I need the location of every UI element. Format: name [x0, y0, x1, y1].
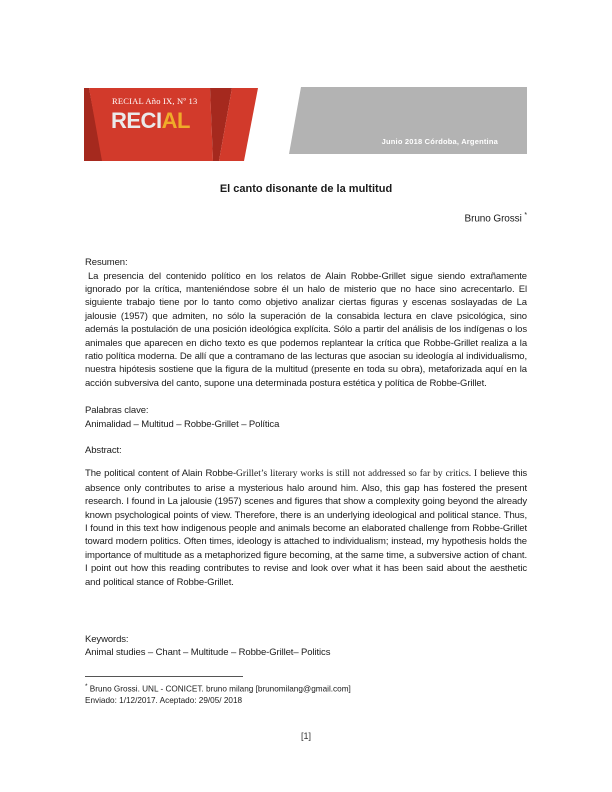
article-content	[85, 0, 527, 660]
abstract-paragraph	[85, 467, 527, 589]
keywords-list: Animal studies – Chant – Multitude – Robbe-Grillet– Politics	[85, 647, 331, 659]
abstract-serif-run: Grillet’s literary works is still not addressed so far by critics. I	[236, 469, 481, 480]
footnote-block	[85, 676, 527, 706]
page-number: [1]	[300, 731, 311, 741]
abstract-label: Abstract:	[85, 445, 122, 457]
author-footnote-mark: *	[524, 212, 527, 220]
footnote-dates-line: Enviado: 1/12/2017. Aceptado: 29/05/ 2018	[85, 695, 243, 705]
resumen-paragraph: La presencia del contenido político en los relatos de Alain Robbe-Grillet sigue siendo extrañamente ignorado por la crítica, manteniéndose sobre él un halo de misterio que no hace sino acrecentarlo. El siguiente trabajo tiene por lo tanto como objetivo analizar ciertas figuras y escenas soslayadas de La jalousie (1957) que admiten, no sólo la superación de la consabida lectura en clave psicológica, sino además la postulación de una posición ideológica explícita. Sólo a partir del análisis de los indígenas o los animales que aparecen en dicho texto es que podemos replantear la crítica que Robbe-Grillet realiza a la ratio política moderna. De allí que a contramano de las lecturas que asocian su ideología al individualismo, nuestra hipótesis sostiene que la figura de la multitud (presente en toda su obra), metaforizada aquí en la acción subversiva del canto, supone una determinada postura estética y política de Robbe-Grillet.	[85, 270, 527, 389]
palabras-clave-list: Animalidad – Multitud – Robbe-Grillet – Política	[85, 418, 280, 430]
footnote-author-text: Bruno Grossi. UNL - CONICET. bruno milang [brunomilang@gmail.com]	[87, 684, 351, 694]
footnote-author-line	[85, 681, 527, 695]
palabras-clave-label: Palabras clave:	[85, 405, 149, 417]
journal-issue-line: RECIAL Año IX, Nº 13	[112, 96, 198, 106]
keywords-label: Keywords:	[85, 634, 129, 646]
journal-logo-al: AL	[161, 108, 190, 133]
resumen-label: Resumen:	[85, 257, 128, 269]
abstract-sans-run-1: The political content of Alain Robbe-	[85, 468, 237, 480]
author-name: Bruno Grossi	[464, 213, 522, 225]
author-line	[85, 209, 527, 226]
footnote-separator	[85, 676, 243, 677]
article-title: El canto disonante de la multitud	[219, 183, 393, 195]
journal-logo-reci: RECI	[111, 108, 162, 133]
issue-date-location: Junio 2018 Córdoba, Argentina	[381, 137, 498, 146]
footnote-mark: *	[85, 683, 88, 690]
abstract-sans-run-2: believe this absence only contributes to arise a mysterious halo around him. Also, this gap has fostered the present research. I found in La jalousie (1957) scenes and figures that show a complexity going beyond the already known psychological points of view. Therefore, there is an underlying ideological and political stance. Thus, I found in this text how indigenous people and animals become an elaborated challenge from Robbe-Grillet toward modern politics. Often times, ideology is attached to individualism; instead, my hypothesis holds the importance of multitude as a metaphorized figure becoming, at the same time, a subversive action of chant. I point out how this reading contributes to revise and look over what it has been said about the aesthetic and political stance of Robbe-Grillet.	[85, 468, 527, 588]
